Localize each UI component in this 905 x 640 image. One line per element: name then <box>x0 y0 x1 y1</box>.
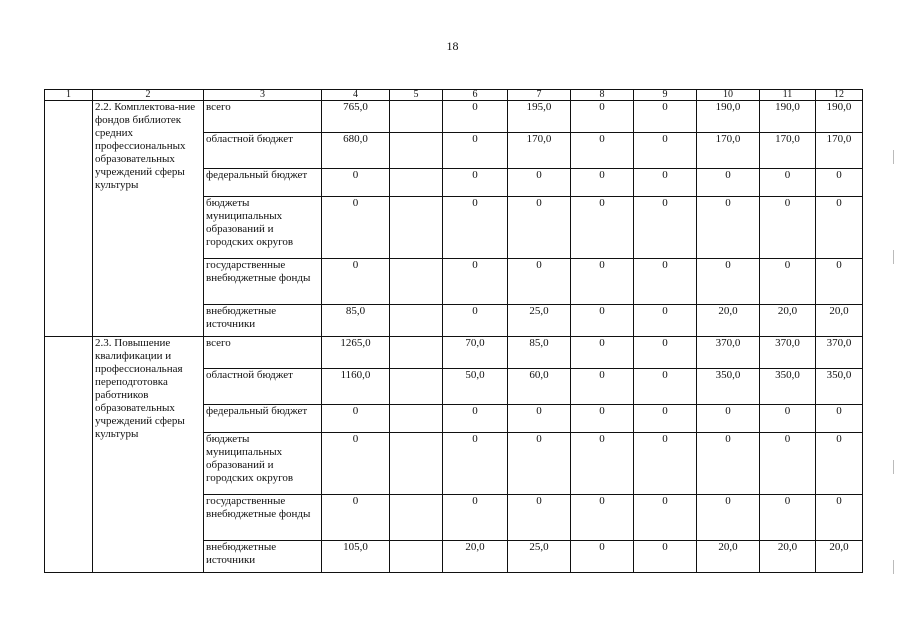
value-cell: 190,0 <box>760 101 816 133</box>
value-cell: 25,0 <box>508 541 571 573</box>
value-cell: 350,0 <box>760 369 816 405</box>
column-number: 11 <box>760 90 816 101</box>
value-cell: 0 <box>634 433 697 495</box>
value-cell: 0 <box>443 433 508 495</box>
budget-table <box>44 89 863 573</box>
funding-source: федеральный бюджет <box>204 169 322 197</box>
row-number-cell <box>45 337 93 573</box>
column-number: 9 <box>634 90 697 101</box>
value-cell: 70,0 <box>443 337 508 369</box>
column-number: 6 <box>443 90 508 101</box>
row-number-cell <box>45 101 93 337</box>
value-cell: 25,0 <box>508 305 571 337</box>
value-cell: 0 <box>634 405 697 433</box>
value-cell <box>390 305 443 337</box>
value-cell: 0 <box>508 405 571 433</box>
value-cell: 0 <box>760 197 816 259</box>
value-cell: 0 <box>816 259 863 305</box>
value-cell: 0 <box>508 259 571 305</box>
value-cell: 0 <box>760 169 816 197</box>
table-row <box>45 101 863 133</box>
value-cell: 0 <box>508 169 571 197</box>
value-cell: 20,0 <box>443 541 508 573</box>
value-cell: 0 <box>760 495 816 541</box>
value-cell <box>390 337 443 369</box>
value-cell: 0 <box>571 433 634 495</box>
value-cell: 0 <box>508 197 571 259</box>
value-cell: 85,0 <box>322 305 390 337</box>
column-number: 8 <box>571 90 634 101</box>
value-cell: 0 <box>571 101 634 133</box>
value-cell: 0 <box>697 495 760 541</box>
funding-source: областной бюджет <box>204 133 322 169</box>
funding-source: государственные внебюджетные фонды <box>204 495 322 541</box>
value-cell: 680,0 <box>322 133 390 169</box>
value-cell: 0 <box>634 101 697 133</box>
column-number: 2 <box>93 90 204 101</box>
value-cell: 0 <box>443 133 508 169</box>
funding-source: бюджеты муниципальных образований и городских округов <box>204 433 322 495</box>
value-cell: 350,0 <box>816 369 863 405</box>
value-cell: 0 <box>571 369 634 405</box>
value-cell: 0 <box>571 495 634 541</box>
scan-mark <box>893 460 894 474</box>
section-title: 2.2. Комплектова-ние фондов библиотек средних профессиональных образовательных учреждений сферы культуры <box>93 101 204 337</box>
value-cell: 0 <box>697 169 760 197</box>
table-row <box>45 337 863 369</box>
value-cell: 0 <box>634 541 697 573</box>
value-cell: 370,0 <box>816 337 863 369</box>
value-cell: 765,0 <box>322 101 390 133</box>
value-cell: 195,0 <box>508 101 571 133</box>
value-cell <box>390 433 443 495</box>
value-cell: 0 <box>634 305 697 337</box>
value-cell: 0 <box>508 433 571 495</box>
value-cell: 0 <box>697 433 760 495</box>
column-number: 10 <box>697 90 760 101</box>
value-cell: 350,0 <box>697 369 760 405</box>
value-cell: 0 <box>443 197 508 259</box>
value-cell: 0 <box>697 197 760 259</box>
value-cell: 0 <box>634 133 697 169</box>
value-cell: 0 <box>443 169 508 197</box>
funding-source: бюджеты муниципальных образований и городских округов <box>204 197 322 259</box>
value-cell <box>390 197 443 259</box>
value-cell: 170,0 <box>760 133 816 169</box>
value-cell: 1160,0 <box>322 369 390 405</box>
value-cell: 370,0 <box>760 337 816 369</box>
value-cell: 20,0 <box>760 305 816 337</box>
value-cell <box>390 169 443 197</box>
value-cell: 0 <box>443 405 508 433</box>
value-cell: 0 <box>571 259 634 305</box>
value-cell: 1265,0 <box>322 337 390 369</box>
value-cell: 0 <box>634 169 697 197</box>
value-cell: 0 <box>760 259 816 305</box>
value-cell: 0 <box>443 259 508 305</box>
value-cell <box>390 259 443 305</box>
value-cell: 20,0 <box>697 305 760 337</box>
column-number: 3 <box>204 90 322 101</box>
value-cell: 190,0 <box>816 101 863 133</box>
value-cell: 0 <box>760 433 816 495</box>
value-cell: 0 <box>634 259 697 305</box>
value-cell: 0 <box>443 495 508 541</box>
value-cell: 170,0 <box>816 133 863 169</box>
page-number: 18 <box>446 39 459 53</box>
value-cell: 370,0 <box>697 337 760 369</box>
scan-mark <box>893 250 894 264</box>
value-cell: 0 <box>322 197 390 259</box>
value-cell: 0 <box>571 197 634 259</box>
funding-source: всего <box>204 101 322 133</box>
value-cell: 0 <box>508 495 571 541</box>
value-cell <box>390 495 443 541</box>
column-number: 1 <box>45 90 93 101</box>
value-cell: 0 <box>571 541 634 573</box>
value-cell: 0 <box>322 405 390 433</box>
value-cell: 0 <box>571 337 634 369</box>
value-cell: 20,0 <box>697 541 760 573</box>
value-cell <box>390 369 443 405</box>
value-cell: 0 <box>571 169 634 197</box>
value-cell: 0 <box>571 133 634 169</box>
funding-source: государственные внебюджетные фонды <box>204 259 322 305</box>
funding-source: внебюджетные источники <box>204 305 322 337</box>
value-cell: 50,0 <box>443 369 508 405</box>
value-cell: 0 <box>816 433 863 495</box>
value-cell: 0 <box>443 101 508 133</box>
value-cell: 0 <box>760 405 816 433</box>
value-cell: 0 <box>697 259 760 305</box>
value-cell: 20,0 <box>816 305 863 337</box>
funding-source: областной бюджет <box>204 369 322 405</box>
section-title: 2.3. Повышение квалификации и профессиональная переподготовка работников образовательных учреждений сферы культуры <box>93 337 204 573</box>
scan-mark <box>893 150 894 164</box>
value-cell: 20,0 <box>816 541 863 573</box>
column-number: 5 <box>390 90 443 101</box>
value-cell: 85,0 <box>508 337 571 369</box>
scan-mark <box>893 560 894 574</box>
value-cell: 0 <box>634 495 697 541</box>
value-cell: 0 <box>571 305 634 337</box>
column-number: 4 <box>322 90 390 101</box>
value-cell: 0 <box>322 259 390 305</box>
value-cell: 0 <box>634 197 697 259</box>
funding-source: внебюджетные источники <box>204 541 322 573</box>
column-number: 7 <box>508 90 571 101</box>
value-cell: 0 <box>816 495 863 541</box>
funding-source: всего <box>204 337 322 369</box>
funding-source: федеральный бюджет <box>204 405 322 433</box>
value-cell: 20,0 <box>760 541 816 573</box>
value-cell: 105,0 <box>322 541 390 573</box>
value-cell: 0 <box>322 433 390 495</box>
value-cell: 60,0 <box>508 369 571 405</box>
value-cell: 0 <box>443 305 508 337</box>
value-cell: 190,0 <box>697 101 760 133</box>
value-cell: 0 <box>571 405 634 433</box>
column-number: 12 <box>816 90 863 101</box>
value-cell: 0 <box>816 169 863 197</box>
value-cell <box>390 101 443 133</box>
value-cell: 0 <box>816 405 863 433</box>
value-cell <box>390 541 443 573</box>
value-cell <box>390 133 443 169</box>
value-cell: 170,0 <box>508 133 571 169</box>
value-cell: 0 <box>634 337 697 369</box>
value-cell: 0 <box>322 169 390 197</box>
value-cell: 170,0 <box>697 133 760 169</box>
column-number-row <box>45 90 863 101</box>
value-cell <box>390 405 443 433</box>
value-cell: 0 <box>816 197 863 259</box>
value-cell: 0 <box>322 495 390 541</box>
value-cell: 0 <box>634 369 697 405</box>
value-cell: 0 <box>697 405 760 433</box>
